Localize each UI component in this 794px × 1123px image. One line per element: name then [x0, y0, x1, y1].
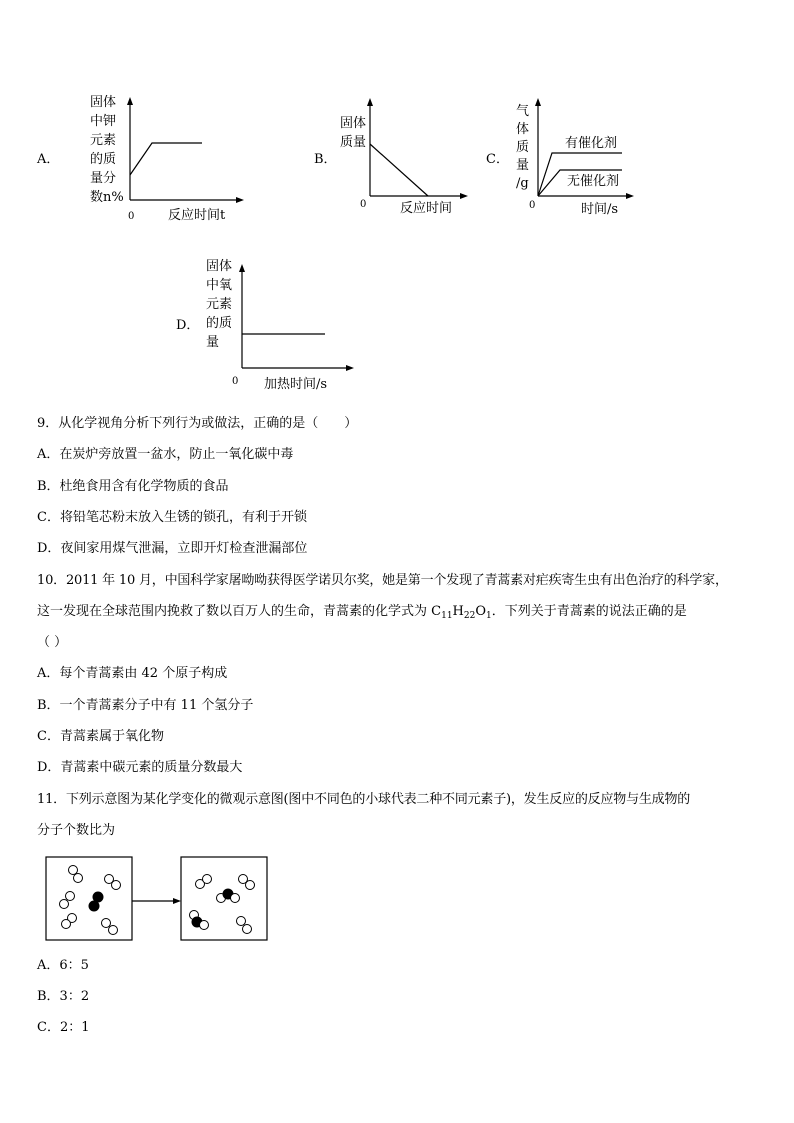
reactants-box	[46, 857, 132, 940]
product-molecules	[190, 875, 255, 934]
q10-option-a[interactable]: A．每个青蒿素由 42 个原子构成	[37, 666, 228, 681]
atom-white	[246, 881, 255, 890]
graph-b	[360, 96, 480, 206]
q9-stem: 9．从化学视角分析下列行为或做法，正确的是（ ）	[37, 416, 358, 431]
graph-a-origin: 0	[128, 211, 135, 222]
graph-a-curve	[130, 143, 202, 175]
graph-a-x-arrow	[236, 197, 244, 203]
atom-white	[66, 892, 75, 901]
q9-option-c[interactable]: C．将铅笔芯粉末放入生锈的锁孔，有利于开锁	[37, 510, 307, 525]
reaction-arrowhead	[173, 898, 181, 904]
graph-c-origin: 0	[529, 200, 536, 211]
reactant-black-molecule	[89, 892, 103, 911]
graph-a	[120, 95, 260, 225]
graph-a-ylabel: 固体 中钾 元素 的质 量分 数n%	[90, 95, 124, 205]
q9-option-b[interactable]: B．杜绝食用含有化学物质的食品	[37, 479, 229, 494]
q11-option-a[interactable]: A．6：5	[37, 958, 89, 973]
q10-option-c[interactable]: C．青蒿素属于氧化物	[37, 729, 164, 744]
graph-d-x-arrow	[346, 365, 354, 371]
graph-d	[232, 262, 362, 374]
atom-white	[200, 921, 209, 930]
atom-white	[60, 900, 69, 909]
graph-b-ylabel: 固体 质量	[340, 116, 367, 150]
graph-d-xlabel: 加热时间/s	[264, 377, 328, 392]
option-b-label[interactable]: B．	[314, 152, 337, 167]
q11-molecule-diagram	[44, 855, 274, 945]
graph-c-x-arrow	[626, 193, 634, 199]
graph-b-origin: 0	[360, 199, 367, 210]
option-c-label[interactable]: C．	[486, 152, 509, 167]
q9-option-a[interactable]: A．在炭炉旁放置一盆水，防止一氧化碳中毒	[37, 447, 294, 462]
graph-b-x-arrow	[460, 193, 468, 199]
q10-option-b[interactable]: B．一个青蒿素分子中有 11 个氢分子	[37, 698, 254, 713]
atom-white	[203, 875, 212, 884]
atom-white	[62, 920, 71, 929]
graph-c-curve2-label: 无催化剂	[567, 174, 620, 189]
graph-d-ylabel: 固体 中氧 元素 的质 量	[206, 259, 233, 350]
graph-c-curve1-label: 有催化剂	[565, 136, 618, 151]
q10-stem-line1: 10．2011 年 10 月，中国科学家屠呦呦获得医学诺贝尔奖，她是第一个发现了青蒿素对疟疾寄生虫有出色治疗的科学家，	[37, 573, 728, 588]
atom-white	[109, 926, 118, 935]
graph-b-xlabel: 反应时间	[400, 201, 453, 216]
graph-c-y-arrow	[535, 98, 541, 106]
reactant-molecules	[60, 866, 121, 935]
atom-black	[93, 892, 103, 902]
option-a-label[interactable]: A．	[37, 152, 60, 167]
atom-white	[112, 881, 121, 890]
q11-option-b[interactable]: B．3：2	[37, 989, 90, 1004]
graph-c-ylabel: 气 体 质 量 /g	[516, 104, 530, 191]
atom-black	[89, 901, 99, 911]
q10-stem-line3: （ ）	[37, 635, 68, 650]
graph-d-origin: 0	[232, 376, 239, 387]
atom-white	[74, 874, 83, 883]
graph-b-curve	[370, 144, 428, 196]
graph-a-xlabel: 反应时间t	[168, 208, 226, 223]
graph-c-xlabel: 时间/s	[581, 202, 619, 217]
atom-white	[231, 894, 240, 903]
atom-white	[243, 925, 252, 934]
graph-d-y-arrow	[239, 264, 245, 272]
q10-option-d[interactable]: D．青蒿素中碳元素的质量分数最大	[37, 760, 243, 775]
q9-option-d[interactable]: D．夜间家用煤气泄漏，立即开灯检查泄漏部位	[37, 541, 308, 556]
atom-white	[237, 917, 246, 926]
q11-stem-line2: 分子个数比为	[37, 823, 116, 838]
q11-stem-line1: 11．下列示意图为某化学变化的微观示意图(图中不同色的小球代表二种不同元素子)，发生反应的反应物与生成物的	[37, 792, 691, 807]
option-d-label[interactable]: D．	[176, 318, 200, 333]
q10-stem-line2: 这一发现在全球范围内挽救了数以百万人的生命，青蒿素的化学式为 $C_{11}H_{22}O_1$．下列关于青蒿素的说法正确的是	[37, 604, 687, 621]
atom-white	[102, 919, 111, 928]
graph-a-y-arrow	[127, 97, 133, 105]
q11-option-c[interactable]: C．2：1	[37, 1020, 90, 1035]
graph-b-y-arrow	[367, 98, 373, 106]
atom-white	[69, 866, 78, 875]
